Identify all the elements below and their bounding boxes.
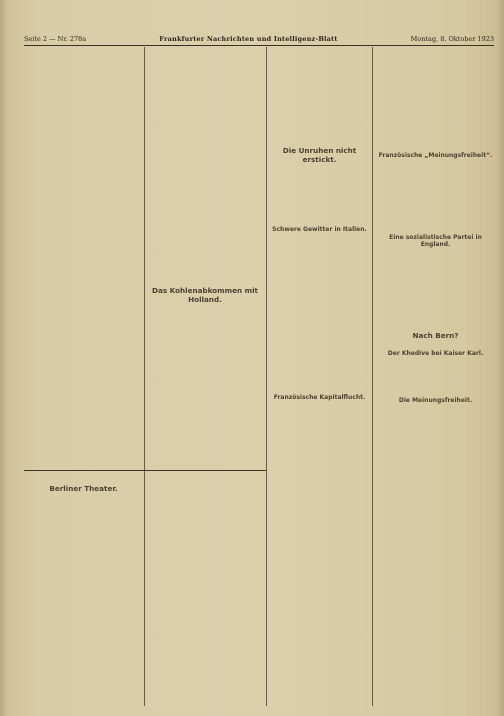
column-rule [372, 47, 373, 706]
headline-khedive: Der Khedive bei Kaiser Karl. [387, 349, 484, 357]
headline-opinion-freedom: Die Meinungsfreiheit. [398, 397, 473, 404]
headline-bern: Nach Bern? [412, 330, 459, 340]
feuilleton-column-2 [148, 474, 262, 704]
headline-french-capital-flight: Französische Kapitalflucht. [273, 393, 366, 401]
column-rule [266, 47, 267, 706]
page-number: Seite 2 — Nr. 278a [24, 35, 87, 43]
headline-italy: Schwere Gewitter in Italien. [272, 226, 367, 233]
feuilleton-column-1 [24, 474, 143, 704]
article-column-1 [24, 48, 141, 468]
paper-edge-shadow [0, 0, 8, 716]
headline-unrest: Die Unruhen nicht erstickt. [282, 146, 357, 164]
article-column-4 [376, 48, 495, 648]
headline-british-party: Eine sozialistische Partei in England. [389, 233, 482, 248]
section-rule [24, 470, 266, 471]
issue-date: Montag, 8. Oktober 1923 [410, 35, 494, 43]
column-rule [144, 47, 145, 706]
page-header [24, 33, 494, 46]
headline-coal-agreement: Das Kohlenabkommen mit Holland. [152, 286, 258, 305]
headline-french-press: Französische „Meinungsfreiheit“. [378, 152, 493, 159]
masthead: Frankfurter Nachrichten und Intelligenz-Blatt [159, 35, 338, 43]
article-column-3 [270, 48, 369, 468]
article-column-2 [148, 48, 262, 468]
paper-edge-shadow [496, 0, 504, 716]
headline-berlin-theater: Berliner Theater. [49, 484, 118, 493]
